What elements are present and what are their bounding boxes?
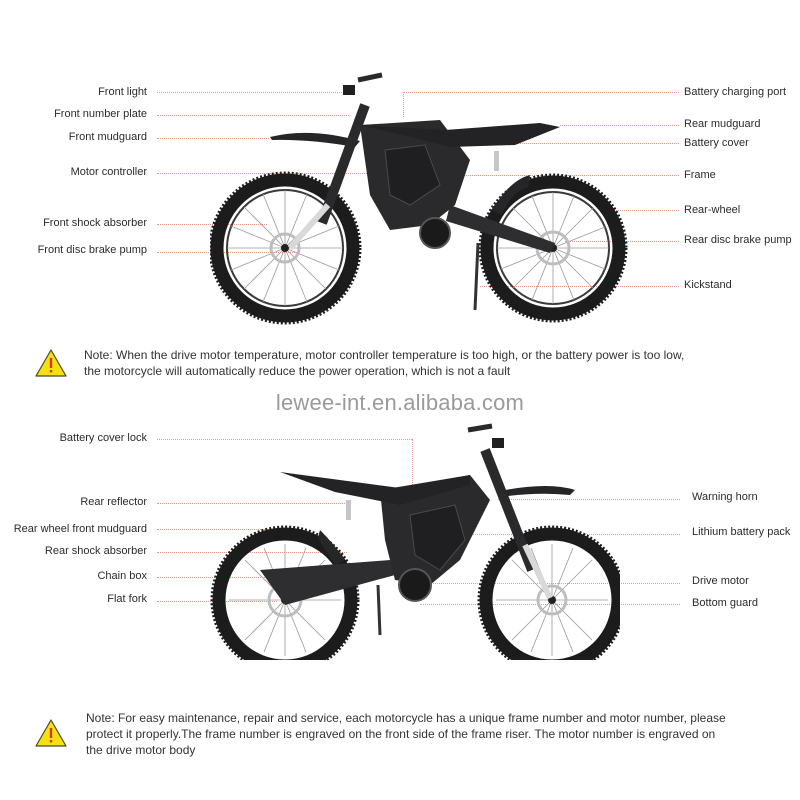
front-mudguard (505, 486, 575, 496)
label-rear-mudguard: Rear mudguard (684, 118, 761, 130)
kickstand-shape (475, 243, 478, 310)
rear-reflector-shape (494, 151, 499, 171)
drive-motor (399, 569, 431, 601)
label-lithium-battery-pack: Lithium battery pack (692, 526, 791, 538)
warning-triangle-icon (34, 348, 68, 378)
front-light-shape (343, 85, 355, 95)
label-front-number-plate: Front number plate (54, 108, 147, 120)
label-motor-controller: Motor controller (70, 166, 147, 178)
fork-tube (290, 205, 328, 248)
handlebar (358, 75, 382, 80)
label-front-light: Front light (98, 86, 147, 98)
note-line-3: the drive motor body (86, 743, 196, 757)
label-battery-charging-port: Battery charging port (684, 86, 787, 98)
kickstand-shape (378, 585, 380, 635)
handlebar (468, 426, 492, 430)
electric-dirt-bike-side-view-right (200, 420, 620, 660)
label-front-disc-brake-pump: Front disc brake pump (37, 244, 147, 256)
label-front-mudguard: Front mudguard (68, 131, 147, 143)
swing-arm (260, 560, 395, 605)
front-light-shape (492, 438, 504, 448)
note-line-2: protect it properly.The frame number is engraved on the front side of the frame riser. The motor number is engraved on (86, 727, 716, 741)
label-chain-box: Chain box (97, 570, 147, 582)
label-battery-cover: Battery cover (684, 137, 749, 149)
label-battery-cover-lock: Battery cover lock (59, 432, 147, 444)
rear-reflector-shape (346, 500, 351, 520)
label-front-shock-absorber: Front shock absorber (43, 217, 147, 229)
front-wheel (210, 173, 360, 323)
note-line-1: Note: For easy maintenance, repair and service, each motorcycle has a unique frame number and motor number, please (86, 711, 726, 725)
label-rear-disc-brake-pump: Rear disc brake pump (684, 234, 792, 246)
label-warning-horn: Warning horn (692, 491, 758, 503)
label-bottom-guard: Bottom guard (692, 597, 759, 609)
label-flat-fork: Flat fork (107, 593, 147, 605)
label-rear-wheel-front-mudguard: Rear wheel front mudguard (13, 523, 147, 535)
note-line-2: the motorcycle will automatically reduce the power operation, which is not a fault (84, 364, 511, 378)
label-rear-shock-absorber: Rear shock absorber (44, 545, 147, 557)
label-rear-wheel: Rear-wheel (684, 204, 741, 216)
electric-dirt-bike-side-view-left (210, 65, 630, 325)
label-drive-motor: Drive motor (692, 575, 749, 587)
label-frame: Frame (684, 169, 716, 181)
fork-tube (525, 545, 550, 598)
label-kickstand: Kickstand (684, 279, 732, 291)
watermark: lewee-int.en.alibaba.com (275, 390, 525, 415)
drive-motor (420, 218, 450, 248)
label-rear-reflector: Rear reflector (80, 496, 147, 508)
note-line-1: Note: When the drive motor temperature, motor controller temperature is too high, or the battery power is too low, (84, 348, 685, 362)
warning-triangle-icon (34, 718, 68, 748)
